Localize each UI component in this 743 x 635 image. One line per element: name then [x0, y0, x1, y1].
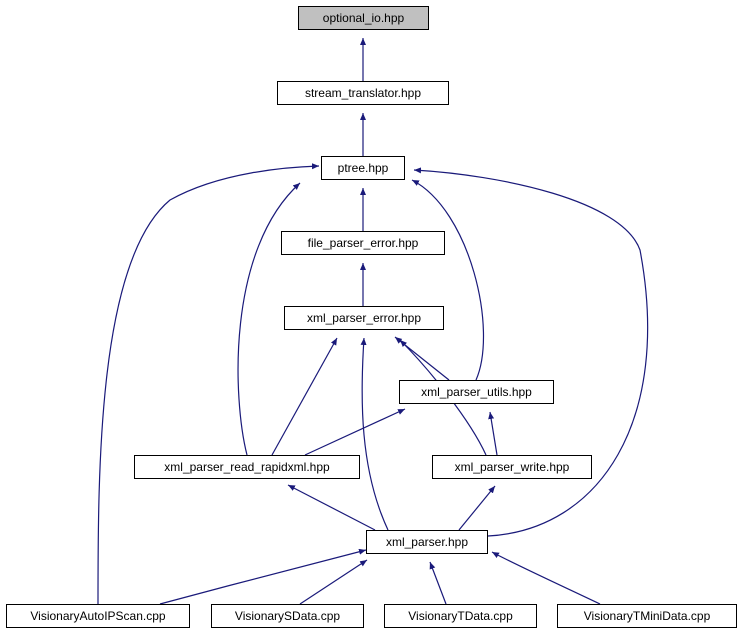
- node-xml-parser[interactable]: [366, 530, 488, 554]
- node-stream-translator[interactable]: [277, 81, 449, 105]
- node-label: xml_parser.hpp: [385, 535, 469, 549]
- node-label: file_parser_error.hpp: [307, 236, 419, 250]
- node-label: ptree.hpp: [337, 161, 389, 175]
- node-xml-parser-read-rapidxml[interactable]: [134, 455, 360, 479]
- node-label: VisionaryTData.cpp: [408, 609, 513, 623]
- node-label: VisionarySData.cpp: [234, 609, 341, 623]
- node-visionary-tminidata[interactable]: [557, 604, 737, 628]
- node-label: VisionaryAutoIPScan.cpp: [30, 609, 166, 623]
- edge-visionary_tdata-xml_parser: [430, 562, 446, 604]
- node-visionary-autoipscan[interactable]: [6, 604, 190, 628]
- node-ptree[interactable]: [321, 156, 405, 180]
- edge-xml_parser-ptree: [414, 170, 648, 536]
- node-label: VisionaryTMiniData.cpp: [583, 609, 711, 623]
- node-label: stream_translator.hpp: [304, 86, 422, 100]
- edge-xml_parser-xml_parser_write: [459, 486, 495, 530]
- edge-xml_parser_utils-ptree: [412, 180, 483, 380]
- edge-xml_parser-xml_parser_error: [362, 338, 388, 530]
- edge-xml_parser_write-xml_parser_utils: [490, 412, 497, 455]
- edge-xml_parser-xml_parser_read_rapidxml: [288, 485, 375, 530]
- node-xml-parser-utils[interactable]: [399, 380, 554, 404]
- node-xml-parser-write[interactable]: [432, 455, 592, 479]
- edge-xml_parser_read_rapidxml-xml_parser_error: [272, 338, 337, 455]
- node-xml-parser-error[interactable]: [284, 306, 444, 330]
- edge-visionary_sdata-xml_parser: [300, 560, 367, 604]
- edge-xml_parser_read_rapidxml-xml_parser_utils: [305, 409, 405, 455]
- edge-visionary_autoipscan-xml_parser: [160, 550, 366, 604]
- node-label: xml_parser_write.hpp: [454, 460, 570, 474]
- node-visionary-sdata[interactable]: [211, 604, 364, 628]
- node-optional-io[interactable]: [298, 6, 429, 30]
- node-label: xml_parser_utils.hpp: [421, 385, 532, 399]
- node-label: xml_parser_error.hpp: [306, 311, 422, 325]
- node-label: xml_parser_read_rapidxml.hpp: [164, 460, 330, 474]
- edge-visionary_tminidata-xml_parser: [492, 552, 600, 604]
- node-visionary-tdata[interactable]: [384, 604, 537, 628]
- node-label: optional_io.hpp: [322, 11, 405, 25]
- node-file-parser-error[interactable]: [281, 231, 445, 255]
